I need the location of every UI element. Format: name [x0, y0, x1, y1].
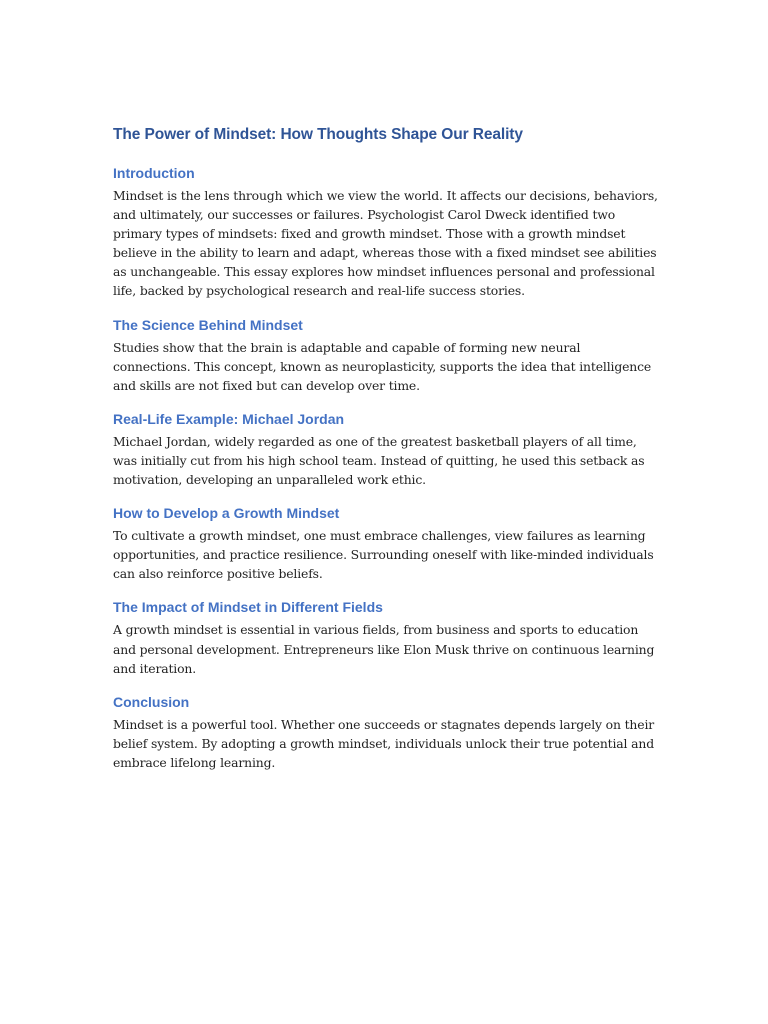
- section-introduction: [113, 163, 658, 301]
- section-develop-growth-mindset: [113, 503, 658, 583]
- section-paragraph: A growth mindset is essential in various fields, from business and sports to education and personal development. Entrepreneurs like Elon Musk thrive on continuous learning and iteration.: [113, 622, 655, 676]
- section-conclusion: [113, 692, 658, 772]
- section-paragraph: Mindset is the lens through which we view the world. It affects our decisions, behaviors, and ultimately, our successes or failures. Psychologist Carol Dweck identified two primary types of mindsets: fixed and growth mindset. Those with a growth mindset believe in the ability to learn and adapt, whereas those with a fixed mindset see abilities as unchangeable. This essay explores how mindset influences personal and professional life, backed by psychological research and real-life success stories.: [113, 188, 658, 299]
- document-page: [113, 124, 658, 786]
- section-paragraph: To cultivate a growth mindset, one must embrace challenges, view failures as learning opportunities, and practice resilience. Surrounding oneself with like-minded individuals can also reinforce positive beliefs.: [113, 528, 654, 582]
- document-title: The Power of Mindset: How Thoughts Shape Our Reality: [113, 126, 523, 143]
- section-paragraph: Michael Jordan, widely regarded as one of the greatest basketball players of all time, was initially cut from his high school team. Instead of quitting, he used this setback as motivation, developing an unparalleled work ethic.: [113, 433, 645, 488]
- section-paragraph: Studies show that the brain is adaptable and capable of forming new neural connections. This concept, known as neuroplasticity, supports the idea that intelligence and skills are not fixed but can develop over time.: [113, 339, 652, 393]
- section-heading: Real-Life Example: Michael Jordan: [113, 410, 345, 427]
- section-heading: How to Develop a Growth Mindset: [113, 505, 340, 522]
- section-real-life-example: [113, 409, 658, 489]
- section-heading: The Science Behind Mindset: [113, 316, 303, 333]
- section-paragraph: Mindset is a powerful tool. Whether one succeeds or stagnates depends largely on their belief system. By adopting a growth mindset, individuals unlock their true potential and embrace lifelong learning.: [113, 716, 655, 770]
- section-heading: The Impact of Mindset in Different Fields: [113, 599, 383, 616]
- section-impact-different-fields: [113, 597, 658, 677]
- section-heading: Introduction: [113, 165, 195, 181]
- section-science-behind-mindset: [113, 315, 658, 395]
- section-heading: Conclusion: [113, 693, 190, 710]
